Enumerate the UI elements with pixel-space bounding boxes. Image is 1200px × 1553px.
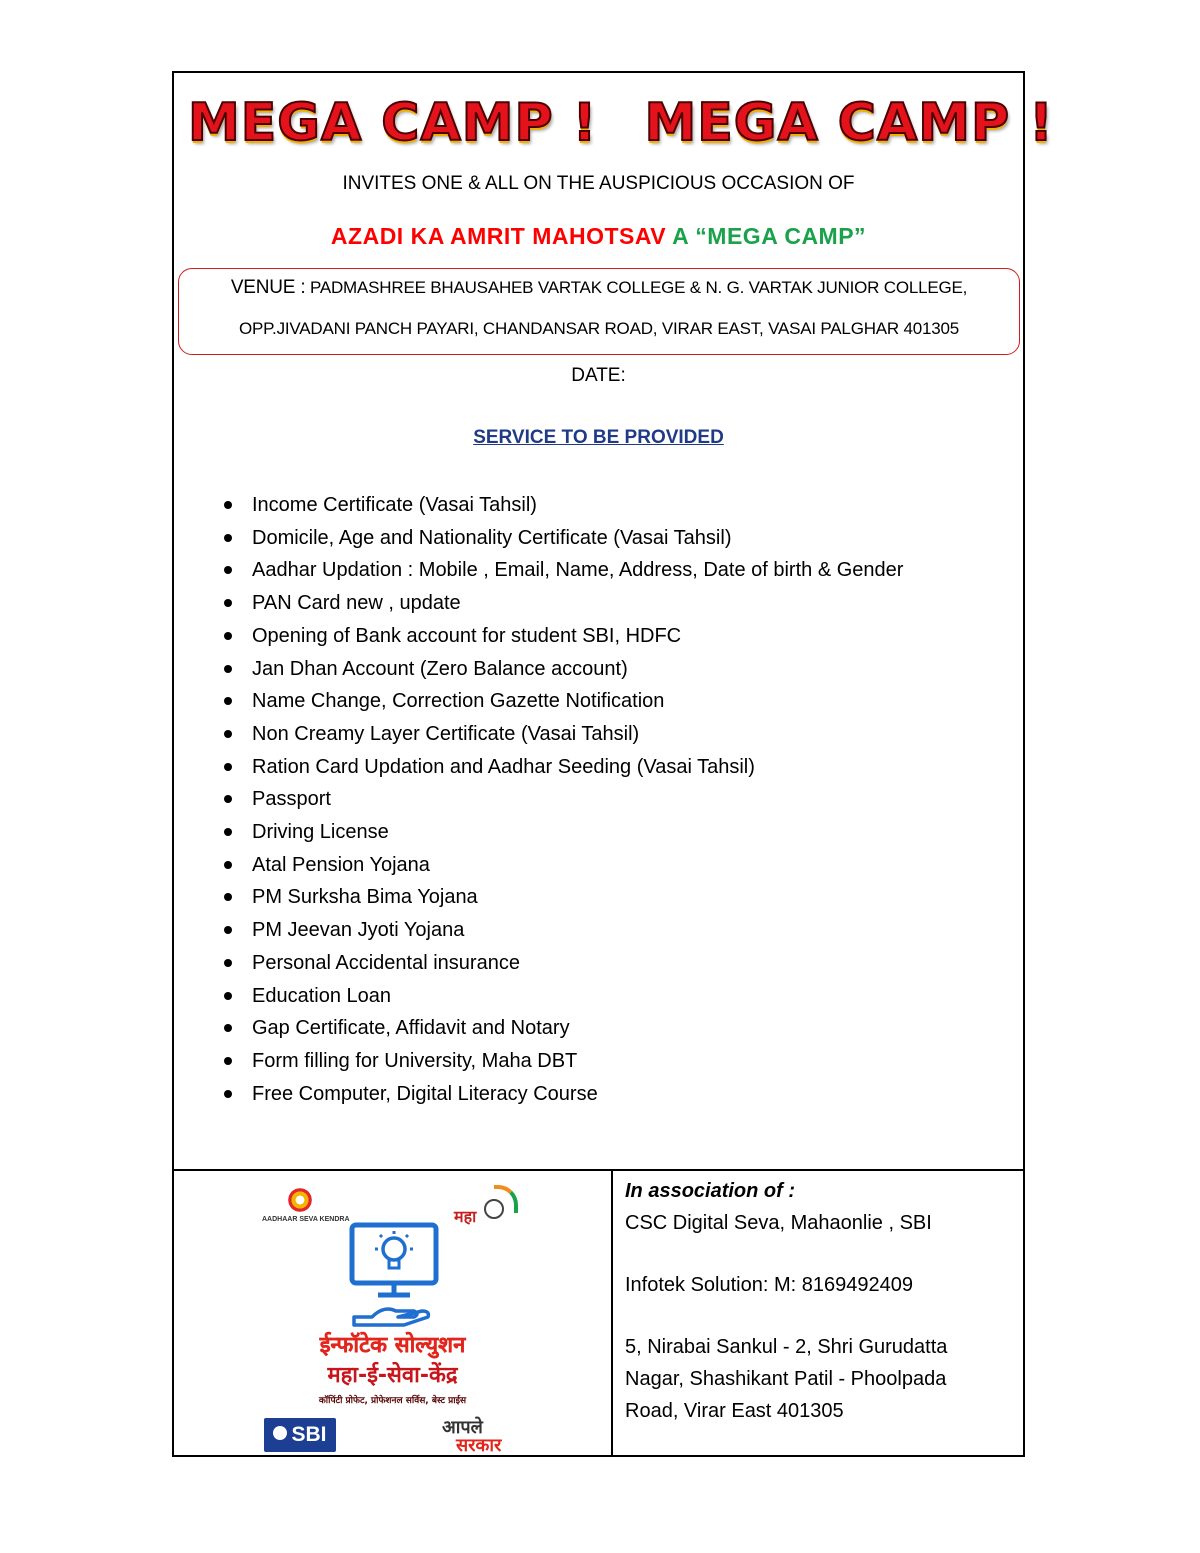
list-item: Name Change, Correction Gazette Notification [224,685,964,718]
date-label: DATE: [571,365,626,386]
aaple-text: आपले [442,1417,483,1438]
monitor-bulb-icon [344,1219,444,1329]
logos-cell [174,1171,611,1455]
list-item: Ration Card Updation and Aadhar Seeding (Vasai Tahsil) [224,751,964,784]
sbi-logo [264,1418,336,1452]
list-item: Jan Dhan Account (Zero Balance account) [224,653,964,686]
aadhaar-caption: AADHAAR SEVA KENDRA [262,1216,350,1223]
sbi-keyhole-icon [273,1426,287,1440]
association-cell [625,1175,1015,1427]
venue-box [178,268,1020,355]
venue-line-2: OPP.JIVADANI PANCH PAYARI, CHANDANSAR ROAD, VIRAR EAST, VASAI PALGHAR 401305 [238,319,960,338]
infotek-hindi-name: ईन्फॉटेक सोल्युशन [319,1333,466,1358]
list-item: Gap Certificate, Affidavit and Notary [224,1012,964,1045]
brand-tagline: कॉपिंटी प्रोफेट, प्रोफेशनल सर्विस, बेस्ट प्राईस [318,1396,467,1406]
address-line-2: Nagar, Shashikant Patil - Phoolpada [625,1368,947,1390]
service-heading: SERVICE TO BE PROVIDED [473,427,724,448]
list-item: Opening of Bank account for student SBI, HDFC [224,620,964,653]
aadhaar-logo [262,1185,350,1247]
footer-table [174,1169,1023,1455]
invites-line: INVITES ONE & ALL ON THE AUSPICIOUS OCCASION OF [342,173,855,194]
contact-phone: Infotek Solution: M: 8169492409 [625,1274,913,1296]
association-title: In association of : [625,1180,796,1202]
venue-address-1: PADMASHREE BHAUSAHEB VARTAK COLLEGE & N. G. VARTAK JUNIOR COLLEGE, [309,278,968,297]
column-divider [611,1171,613,1455]
azadi-title [174,223,1023,250]
list-item: Education Loan [224,980,964,1013]
azadi-green-text: A “MEGA CAMP” [672,223,867,249]
headline-part-1: MEGA CAMP ! [188,93,598,153]
association-partners: CSC Digital Seva, Mahaonlie , SBI [625,1212,932,1234]
list-item: PM Surksha Bima Yojana [224,881,964,914]
venue-label: VENUE : [230,277,306,298]
list-item: Aadhar Updation : Mobile , Email, Name, Address, Date of birth & Gender [224,554,964,587]
list-item: Personal Accidental insurance [224,947,964,980]
list-item: Atal Pension Yojana [224,849,964,882]
list-item: Form filling for University, Maha DBT [224,1045,964,1078]
address-line-1: 5, Nirabai Sankul - 2, Shri Gurudatta [625,1336,948,1358]
list-item: Driving License [224,816,964,849]
services-list [224,489,964,1110]
list-item: Free Computer, Digital Literacy Course [224,1078,964,1111]
list-item: PAN Card new , update [224,587,964,620]
headline-part-2: MEGA CAMP ! [644,93,1054,153]
list-item: Passport [224,783,964,816]
aadhaar-sun-icon [285,1185,315,1215]
aaple-sarkar-logo [436,1415,531,1459]
list-item: Non Creamy Layer Certificate (Vasai Tahsil) [224,718,964,751]
mega-camp-headline [174,93,1054,163]
venue-line-1 [179,277,1019,299]
list-item: Domicile, Age and Nationality Certificate (Vasai Tahsil) [224,522,964,555]
maha-swoosh-icon [494,1185,518,1213]
address-line-3: Road, Virar East 401305 [625,1400,844,1422]
list-item: Income Certificate (Vasai Tahsil) [224,489,964,522]
maha-text: महा [454,1209,477,1226]
sbi-text: SBI [291,1423,327,1446]
flyer-frame [172,71,1054,1457]
sarkar-text: सरकार [456,1435,502,1456]
maha-logo [454,1185,524,1233]
azadi-red-text: AZADI KA AMRIT MAHOTSAV [330,223,667,249]
maha-e-seva-kendra: महा-ई-सेवा-केंद्र [327,1363,458,1388]
list-item: PM Jeevan Jyoti Yojana [224,914,964,947]
